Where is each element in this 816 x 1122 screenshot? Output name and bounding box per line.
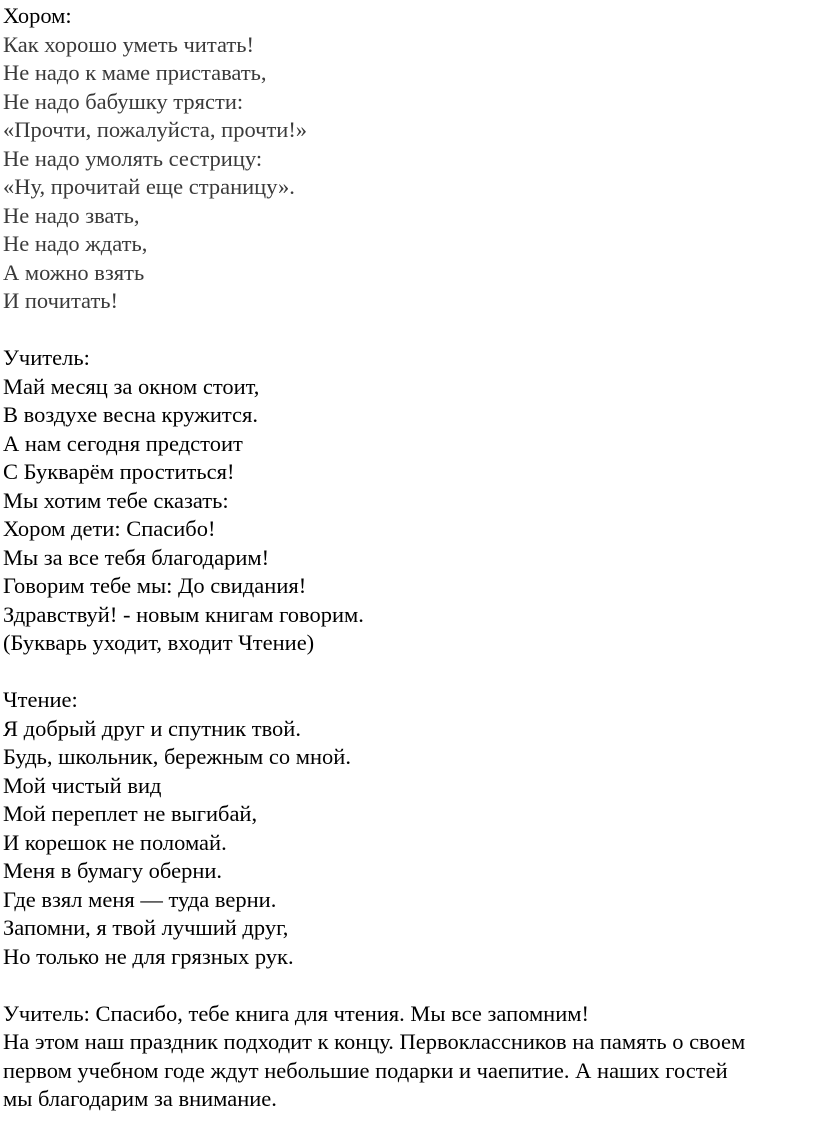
reading-line: Меня в бумагу оберни.	[3, 858, 223, 883]
blank-line	[3, 658, 815, 687]
chorus-line: Не надо бабушку трясти:	[3, 88, 244, 114]
teacher-line: С Букварём проститься!	[3, 459, 235, 484]
teacher-section	[3, 344, 815, 658]
teacher-speaker: Учитель:	[3, 345, 90, 370]
stage-direction: (Букварь уходит, входит Чтение)	[3, 630, 315, 655]
reading-line: Будь, школьник, бережным со мной.	[3, 744, 351, 769]
chorus-speaker: Хором:	[3, 3, 72, 28]
teacher-line: Хором дети: Спасибо!	[3, 516, 216, 541]
reading-speaker: Чтение:	[3, 687, 78, 712]
teacher-line: Май месяц за окном стоит,	[3, 373, 260, 399]
reading-line: Где взял меня — туда верни.	[3, 886, 277, 912]
teacher-line: В воздухе весна кружится.	[3, 402, 259, 427]
teacher-line: Мы хотим тебе сказать:	[3, 487, 229, 513]
document-page	[3, 2, 815, 1114]
teacher-line: Говорим тебе мы: До свидания!	[3, 573, 307, 598]
blank-line	[3, 316, 815, 345]
chorus-line: А можно взять	[3, 259, 145, 285]
reading-line: Мой чистый вид	[3, 772, 162, 798]
closing-line: Учитель: Спасибо, тебе книга для чтения. Мы все запомним!	[3, 1000, 589, 1026]
reading-line: Я добрый друг и спутник твой.	[3, 715, 301, 741]
teacher-line: А нам сегодня предстоит	[3, 430, 243, 456]
chorus-line: Не надо ждать,	[3, 231, 148, 256]
chorus-line: Не надо умолять сестрицу:	[3, 145, 263, 171]
chorus-line: И почитать!	[3, 288, 119, 313]
closing-line: мы благодарим за внимание.	[3, 1086, 277, 1111]
chorus-line: Не надо к маме приставать,	[3, 60, 267, 85]
closing-line: первом учебном годе ждут небольшие подарки и чаепитие. А наших гостей	[3, 1057, 728, 1083]
chorus-line: Не надо звать,	[3, 202, 140, 228]
chorus-section	[3, 2, 815, 316]
teacher-line: Здравствуй! - новым книгам говорим.	[3, 601, 364, 627]
reading-line: Запомни, я твой лучший друг,	[3, 915, 289, 940]
reading-line: Но только не для грязных рук.	[3, 943, 294, 969]
teacher-line: Мы за все тебя благодарим!	[3, 544, 270, 570]
chorus-line: «Ну, прочитай еще страницу».	[3, 174, 295, 199]
closing-line: На этом наш праздник подходит к концу. Первоклассников на память о своем	[3, 1029, 746, 1054]
closing-section	[3, 1000, 815, 1114]
reading-line: И корешок не поломай.	[3, 829, 227, 855]
chorus-line: «Прочти, пожалуйста, прочти!»	[3, 117, 308, 142]
blank-line	[3, 971, 815, 1000]
reading-line: Мой переплет не выгибай,	[3, 801, 258, 826]
chorus-line: Как хорошо уметь читать!	[3, 31, 254, 57]
reading-section	[3, 686, 815, 971]
